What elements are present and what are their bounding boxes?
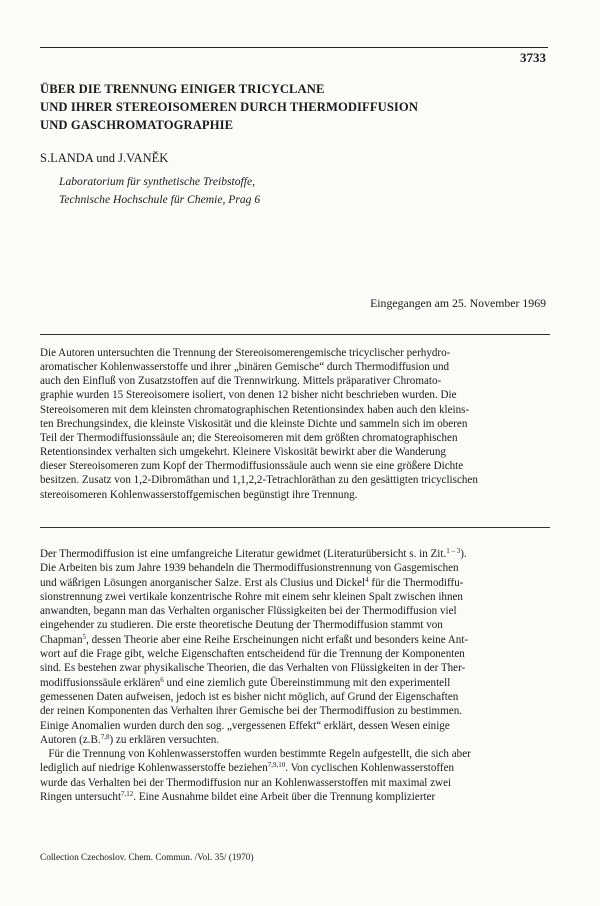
body-line xyxy=(40,561,550,575)
body-line xyxy=(40,704,550,718)
body-line-text: und eine ziemlich gute Übereinstimmung mit den experimentell xyxy=(163,676,451,689)
citation-superscript: 7,8 xyxy=(100,732,110,741)
citation-superscript: 5 xyxy=(82,632,87,641)
citation-superscript: 7,9,10 xyxy=(267,761,286,770)
body-line xyxy=(40,690,550,704)
citation-superscript: 7,12 xyxy=(121,790,134,799)
title-line: UND IHRER STEREOISOMEREN DURCH THERMODIFFUSION xyxy=(40,100,419,114)
body-line xyxy=(40,661,550,675)
abstract-line: Die Autoren untersuchten die Trennung der Stereoisomerengemische tricyclischer perhydro- xyxy=(40,347,451,359)
body-line xyxy=(40,547,550,561)
citation-superscript: 6 xyxy=(160,675,164,684)
title-line: UND GASCHROMATOGRAPHIE xyxy=(40,118,234,132)
body-line-text: eingehender zu studieren. Die erste theoretische Deutung der Thermodiffusion stammt von xyxy=(40,619,443,632)
title-line: ÜBER DIE TRENNUNG EINIGER TRICYCLANE xyxy=(40,82,325,96)
body-line-text: Chapman xyxy=(40,633,83,646)
abstract-line: ten Brechungsindex, die kleinste Viskosität und die kleinste Dichte und sammeln sich im oberen xyxy=(40,417,468,430)
body-line-text: Autoren (z.B. xyxy=(40,733,101,746)
body-line-text: Der Thermodiffusion ist eine umfangreiche Literatur gewidmet (Literaturübersicht s. in Zit. xyxy=(40,548,447,560)
abstract-line: aromatischer Kohlenwasserstoffe und ihrer „binären Gemische“ durch Thermodiffusion und xyxy=(40,361,450,374)
abstract xyxy=(40,346,550,502)
body-line xyxy=(40,676,550,690)
body-line xyxy=(40,604,550,618)
body-line xyxy=(40,733,550,747)
body-line-text: modiffusionssäule erklären xyxy=(40,676,161,689)
body-line-text: Ringen untersucht xyxy=(40,791,122,804)
citation-superscript: 1 – 3 xyxy=(446,547,461,555)
authors: S.LANDA und J.VANĚK xyxy=(40,151,169,165)
body-line-text: Für die Trennung von Kohlenwasserstoffen wurden bestimmte Regeln aufgestellt, die sich aber xyxy=(40,748,471,761)
abstract-line: Stereoisomeren mit dem kleinsten chromatographischen Retentionsindex haben auch den kleins- xyxy=(40,403,470,416)
abstract-line: Teil der Thermodiffusionssäule an; die Stereoisomeren mit dem größten chromatographischen xyxy=(40,431,458,444)
body-line-text: ) zu erklären versuchten. xyxy=(109,733,220,746)
body-line-text: der reinen Komponenten das Verhalten ihrer Gemische bei der Thermodiffusion zu bestimmen. xyxy=(40,705,463,718)
abstract-line: besitzen. Zusatz von 1,2-Dibromäthan und 1,1,2,2-Tetrachloräthan zu den gesättigten tricyclischen xyxy=(40,474,478,487)
body-line xyxy=(40,761,550,775)
header-rule xyxy=(40,47,548,48)
body-line-text: sionstrennung zwei vertikale konzentrische Rohre mit einem sehr kleinen Spalt zwischen ihnen xyxy=(40,590,463,603)
body-line-text: Einige Anomalien wurden durch den sog. „vergessenen Effekt“ erklärt, dessen Wesen einige xyxy=(40,719,450,732)
body-line xyxy=(40,618,550,632)
body-line-text: sind. Es bestehen zwar physikalische Theorien, die das Verhalten von Flüssigkeiten in der Ther- xyxy=(40,662,466,675)
article-title xyxy=(40,80,510,134)
body-line-text: für die Thermodiffu- xyxy=(368,576,464,589)
body-line-text: wurde das Verhalten bei der Thermodiffusion nur an Kohlenwasserstoffen mit maximal zwei xyxy=(40,776,452,789)
abstract-line: graphie wurden 15 Stereoisomere isoliert, von denen 12 bisher nicht beschrieben wurden. Die xyxy=(40,389,457,402)
body-line-text: Die Arbeiten bis zum Jahre 1939 behandeln die Thermodiffusionstrennung von Gasgemischen xyxy=(40,562,459,575)
body-line-text: . Von cyclischen Kohlenwasserstoffen xyxy=(285,762,455,775)
body-line-text: gemessenen Daten aufweisen, jedoch ist es bisher nicht möglich, auf Grund der Eigenschaften xyxy=(40,690,459,703)
body-line-text: und wäßrigen Lösungen anorganischer Salze. Erst als Clusius und Dickel xyxy=(40,576,366,589)
abstract-line: dieser Stereoisomeren zum Kopf der Thermodiffusionssäule auch wenn sie eine größere Dichte xyxy=(40,460,464,473)
journal-footer: Collection Czechoslov. Chem. Commun. /Vol. 35/ (1970) xyxy=(40,853,254,863)
body-line-text: wort auf die Frage gibt, welche Eigenschaften entscheidend für die Trennung der Komponenten xyxy=(40,648,465,661)
affiliation-line: Laboratorium für synthetische Treibstoffe, xyxy=(59,175,256,188)
body-line-text: , dessen Theorie aber eine Reihe Erscheinungen nicht erfaßt und besonders keine Ant- xyxy=(86,633,469,646)
body-text xyxy=(40,547,550,804)
abstract-bottom-rule xyxy=(40,527,550,528)
body-line-text: . Eine Ausnahme bildet eine Arbeit über die Trennung komplizierter xyxy=(133,791,436,804)
body-line xyxy=(40,719,550,733)
received-date: Eingegangen am 25. November 1969 xyxy=(370,296,546,310)
abstract-line: Retentionsindex verhalten sich umgekehrt. Kleinere Viskosität bewirkt aber die Wanderung xyxy=(40,446,446,459)
abstract-line: auch den Einfluß von Zusatzstoffen auf die Trennwirkung. Mittels präparativer Chromato- xyxy=(40,375,442,388)
abstract-line: stereoisomeren Kohlenwasserstoffgemischen begünstigt ihre Trennung. xyxy=(40,488,358,501)
affiliation-line: Technische Hochschule für Chemie, Prag 6 xyxy=(59,193,261,206)
body-line xyxy=(40,747,550,761)
body-line xyxy=(40,576,550,590)
body-line-text: anwandten, begann man das Verhalten organischer Flüssigkeiten bei der Thermodiffusion viel xyxy=(40,605,457,618)
citation-superscript: 4 xyxy=(365,575,369,584)
body-line xyxy=(40,776,550,790)
abstract-top-rule xyxy=(40,334,550,335)
page-number: 3733 xyxy=(520,50,546,65)
body-line-text: lediglich auf niedrige Kohlenwasserstoffe beziehen xyxy=(40,762,268,775)
body-line xyxy=(40,790,550,804)
body-line xyxy=(40,590,550,604)
body-line-text: ). xyxy=(460,548,467,560)
affiliation xyxy=(59,173,260,209)
body-line xyxy=(40,647,550,661)
body-line xyxy=(40,633,550,647)
